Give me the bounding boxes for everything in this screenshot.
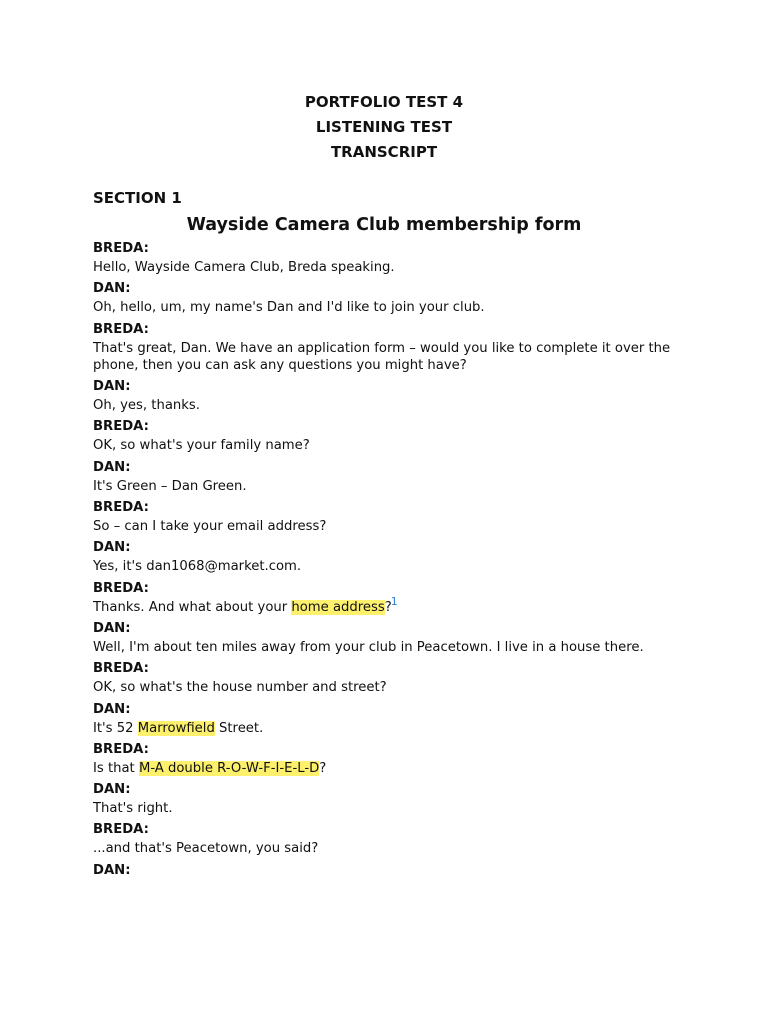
dialogue-text: OK, so what's your family name?: [93, 438, 310, 454]
section-label: SECTION 1: [93, 189, 182, 207]
dialogue-line: [93, 340, 683, 375]
dialogue-line: [93, 760, 683, 777]
highlighted-answer: Marrowfield: [137, 720, 215, 736]
speaker-label: DAN:: [93, 459, 131, 475]
dialogue-text: OK, so what's the house number and street?: [93, 680, 387, 696]
dialogue-text: ?: [319, 760, 327, 776]
dialogue-line: [93, 558, 683, 575]
speaker-label: DAN:: [93, 379, 131, 395]
dialogue-line: [93, 397, 683, 414]
dialogue-line: [93, 259, 683, 276]
dialogue-line: [93, 437, 683, 454]
speaker-label: DAN:: [93, 782, 131, 798]
dialogue-text: It's 52: [93, 720, 138, 736]
dialogue-text: That's great, Dan. We have an application form – would you like to complete it over the: [93, 340, 671, 356]
dialogue-text: Oh, yes, thanks.: [93, 398, 200, 414]
dialogue-text: Thanks. And what about your: [93, 599, 292, 615]
transcript-body: [93, 239, 683, 881]
dialogue-line: [93, 840, 683, 857]
speaker-label: BREDA:: [93, 419, 149, 435]
question-number: 1: [390, 594, 398, 608]
dialogue-text: That's right.: [93, 801, 173, 817]
dialogue-text: So – can I take your email address?: [93, 519, 327, 535]
form-title: Wayside Camera Club membership form: [186, 215, 582, 235]
speaker-label: BREDA:: [93, 321, 149, 337]
speaker-label: BREDA:: [93, 822, 149, 838]
speaker-label: DAN:: [93, 701, 131, 717]
header-portfolio-title: PORTFOLIO TEST 4: [304, 93, 464, 111]
speaker-label: BREDA:: [93, 661, 149, 677]
highlighted-answer: M-A double R-O-W-F-I-E-L-D: [138, 760, 320, 776]
dialogue-line: [93, 679, 683, 696]
highlighted-answer: home address: [291, 599, 385, 615]
dialogue-line: [93, 299, 683, 316]
document-header: [0, 90, 768, 165]
dialogue-text: Oh, hello, um, my name's Dan and I'd like to join your club.: [93, 300, 485, 316]
dialogue-text: Yes, it's dan1068@market.com.: [93, 559, 302, 575]
speaker-label: DAN:: [93, 862, 131, 878]
dialogue-text: Hello, Wayside Camera Club, Breda speaking.: [93, 260, 395, 275]
dialogue-text: Well, I'm about ten miles away from your club in Peacetown. I live in a house there.: [93, 639, 644, 655]
dialogue-line: [93, 478, 683, 495]
dialogue-text: phone, then you can ask any questions you might have?: [93, 357, 467, 373]
header-transcript-label: TRANSCRIPT: [330, 143, 438, 161]
speaker-label: BREDA:: [93, 241, 149, 256]
dialogue-text: Is that: [93, 760, 139, 776]
dialogue-line: [93, 800, 683, 817]
dialogue-text: Street.: [214, 720, 264, 736]
speaker-label: BREDA:: [93, 580, 149, 596]
dialogue-line: [93, 594, 683, 616]
header-test-type: LISTENING TEST: [315, 118, 453, 136]
speaker-label: BREDA:: [93, 500, 149, 516]
speaker-label: DAN:: [93, 540, 131, 556]
speaker-label: DAN:: [93, 620, 131, 636]
dialogue-text: ?: [384, 599, 392, 615]
dialogue-line: [93, 639, 683, 656]
speaker-label: DAN:: [93, 281, 131, 297]
dialogue-line: [93, 518, 683, 535]
dialogue-text: It's Green – Dan Green.: [93, 478, 247, 494]
speaker-label: BREDA:: [93, 741, 149, 757]
dialogue-text: ...and that's Peacetown, you said?: [93, 841, 319, 857]
dialogue-line: [93, 720, 683, 737]
